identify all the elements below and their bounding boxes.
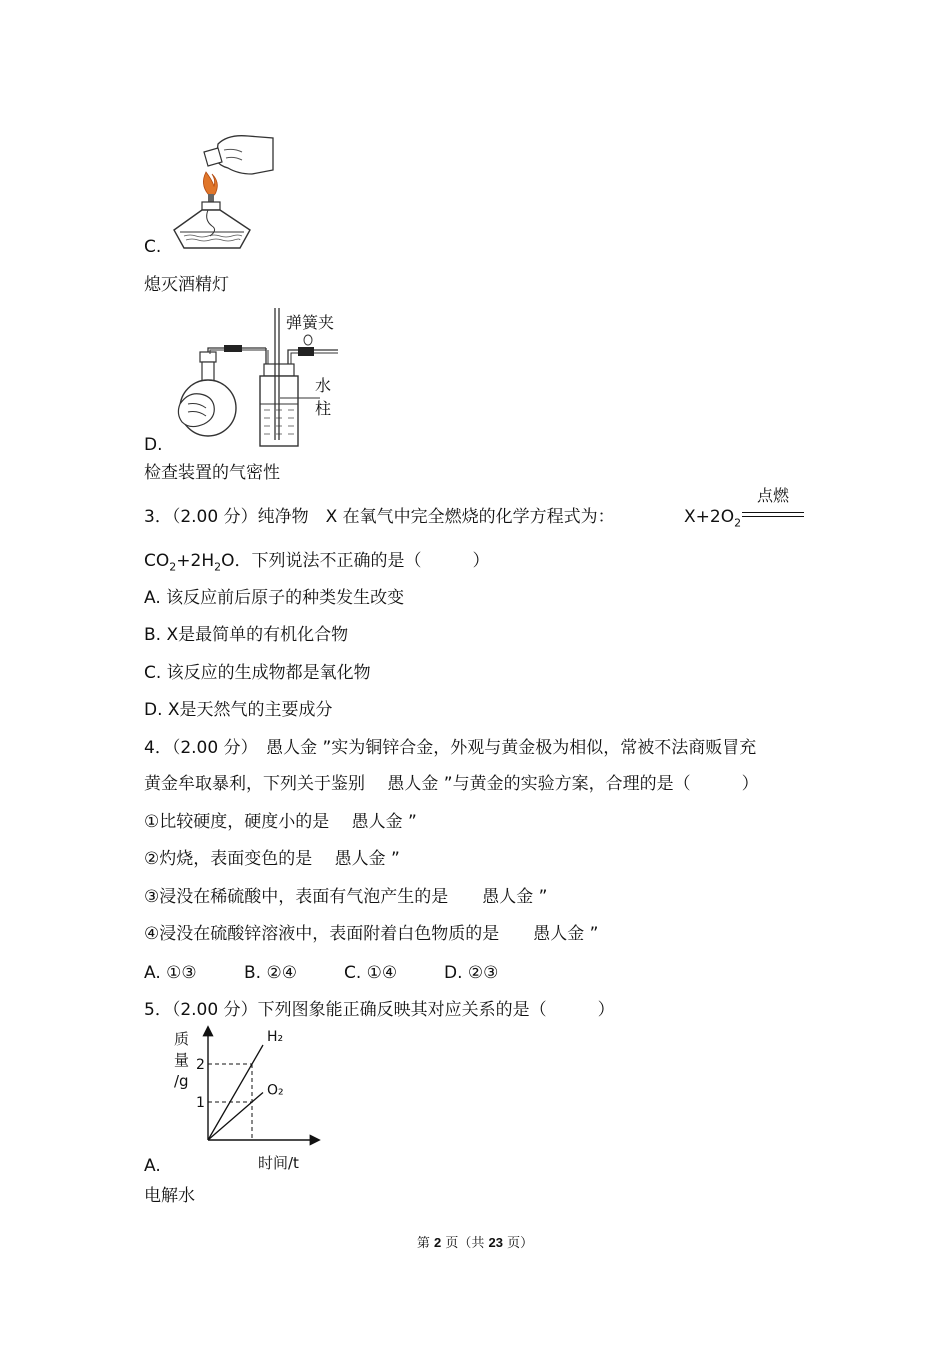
q5-option-a-caption: 电解水 bbox=[144, 1186, 195, 1206]
q4-stem-line1: 4．（2.00 分） 愚人金 ”实为铜锌合金，外观与黄金极为相似，常被不法商贩冒充 bbox=[144, 738, 757, 758]
footer-total-pages: 23 bbox=[488, 1235, 503, 1250]
q4-choice-b: B. ②④ bbox=[244, 963, 297, 983]
q4-item-2: ②灼烧，表面变色的是 愚人金 ” bbox=[144, 849, 400, 869]
series-line-h2 bbox=[208, 1045, 263, 1140]
reaction-condition bbox=[742, 486, 804, 517]
y-tick-label-1: 1 bbox=[196, 1095, 205, 1111]
x-axis-label: 时间/t bbox=[258, 1154, 299, 1172]
q4-choice-c: C. ①④ bbox=[344, 963, 398, 983]
q3-option-b: B. X是最简单的有机化合物 bbox=[144, 625, 349, 645]
q2-option-d-label: D. bbox=[144, 435, 163, 455]
q2-option-c-caption: 熄灭酒精灯 bbox=[144, 275, 229, 295]
q5-stem: 5．（2.00 分）下列图象能正确反映其对应关系的是（ ） bbox=[144, 1000, 615, 1020]
q3-line2-sub2: 2 bbox=[214, 560, 222, 574]
footer-pre: 第 bbox=[416, 1236, 430, 1251]
q3-stem-line2 bbox=[144, 550, 490, 578]
q3-line2-sub1: 2 bbox=[169, 560, 177, 574]
q3-line2-post: O．下列说法不正确的是（ ） bbox=[221, 551, 490, 571]
y-label-2: 量 bbox=[174, 1051, 190, 1069]
q2-option-d-caption: 检查装置的气密性 bbox=[144, 463, 280, 483]
y-label-1: 质 bbox=[174, 1030, 190, 1048]
series-line-o2 bbox=[208, 1093, 263, 1141]
q5-option-a-label: A. bbox=[144, 1156, 161, 1176]
q4-item-1: ①比较硬度，硬度小的是 愚人金 ” bbox=[144, 812, 417, 832]
water-column-label-2: 柱 bbox=[315, 399, 332, 418]
water-column-label-1: 水 bbox=[315, 376, 332, 395]
q3-line2-pre: CO bbox=[144, 551, 170, 571]
series-label-h2: H₂ bbox=[267, 1029, 284, 1045]
page-footer bbox=[0, 1232, 950, 1251]
clamp-label: 弹簧夹 bbox=[286, 313, 335, 332]
footer-post: 页） bbox=[507, 1236, 534, 1251]
q3-option-a: A. 该反应前后原子的种类发生改变 bbox=[144, 588, 405, 608]
footer-mid: 页（共 bbox=[445, 1236, 485, 1251]
equation-reactants: X+2O bbox=[684, 507, 735, 527]
q2-option-c-label: C. bbox=[144, 237, 162, 257]
q4-item-3: ③浸没在稀硫酸中，表面有气泡产生的是 愚人金 ” bbox=[144, 887, 548, 907]
condition-text: 点燃 bbox=[756, 486, 789, 505]
series-label-o2: O₂ bbox=[267, 1082, 284, 1099]
q4-item-4: ④浸没在硫酸锌溶液中，表面附着白色物质的是 愚人金 ” bbox=[144, 924, 599, 944]
q3-option-c: C. 该反应的生成物都是氧化物 bbox=[144, 663, 371, 683]
footer-page-number: 2 bbox=[434, 1235, 442, 1250]
y-label-3: /g bbox=[174, 1072, 189, 1090]
q3-line2-mid: +2H bbox=[176, 551, 215, 571]
q3-stem-line1: 3．（2.00 分）纯净物 X 在氧气中完全燃烧的化学方程式为： bbox=[144, 507, 615, 527]
condition-double-line bbox=[742, 512, 804, 517]
q4-choice-a: A. ①③ bbox=[144, 963, 197, 983]
y-tick-label-2: 2 bbox=[196, 1057, 205, 1073]
q4-stem-line2: 黄金牟取暴利，下列关于鉴别 愚人金 ”与黄金的实验方案，合理的是（ ） bbox=[144, 774, 759, 794]
alcohol-lamp-image bbox=[168, 130, 278, 252]
electrolysis-chart bbox=[160, 1022, 330, 1177]
q3-option-d: D. X是天然气的主要成分 bbox=[144, 700, 333, 720]
q4-choice-d: D. ②③ bbox=[444, 963, 499, 983]
q3-equation-left bbox=[684, 506, 741, 534]
equation-subscript: 2 bbox=[734, 516, 742, 530]
